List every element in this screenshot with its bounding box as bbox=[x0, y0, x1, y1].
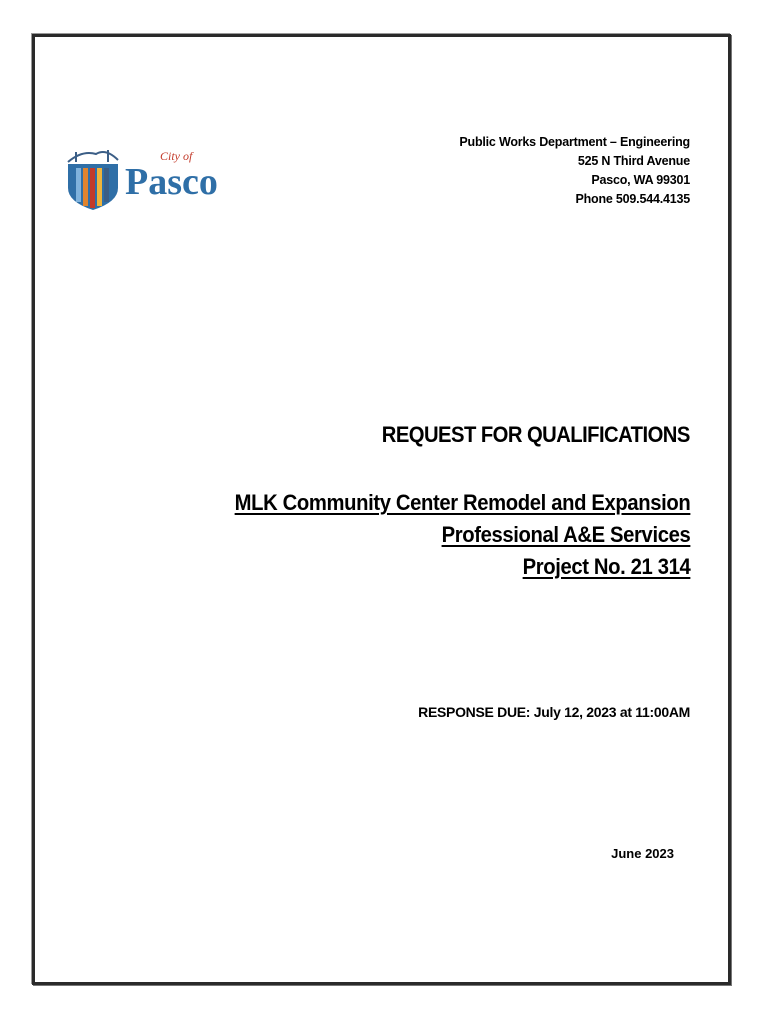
department-name: Public Works Department – Engineering bbox=[459, 135, 690, 149]
issue-date: June 2023 bbox=[611, 846, 674, 861]
document-title: REQUEST FOR QUALIFICATIONS bbox=[382, 422, 690, 447]
project-title-block bbox=[234, 487, 690, 583]
pasco-logo-icon bbox=[62, 140, 232, 220]
project-services: Professional A&E Services bbox=[441, 522, 690, 547]
logo-city-of-text: City of bbox=[160, 149, 193, 163]
project-name: MLK Community Center Remodel and Expansion bbox=[234, 490, 690, 515]
project-number: Project No. 21 314 bbox=[522, 554, 690, 579]
logo-pasco-text: Pasco bbox=[125, 161, 218, 203]
city-state-zip: Pasco, WA 99301 bbox=[591, 173, 690, 187]
response-due-date: RESPONSE DUE: July 12, 2023 at 11:00AM bbox=[418, 704, 690, 720]
department-address-block bbox=[459, 133, 690, 209]
phone-number: Phone 509.544.4135 bbox=[575, 192, 690, 206]
city-of-pasco-logo bbox=[62, 140, 232, 220]
street-address: 525 N Third Avenue bbox=[577, 154, 690, 168]
